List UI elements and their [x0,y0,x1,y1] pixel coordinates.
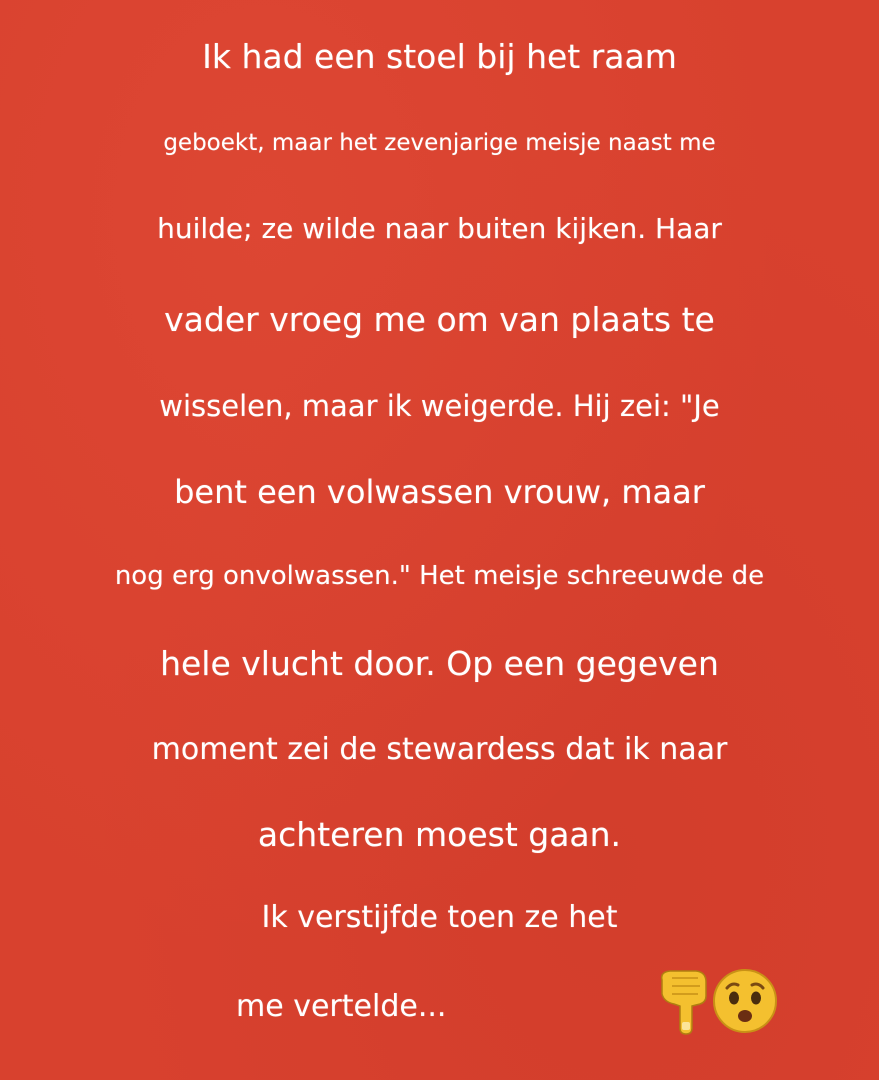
backhand-index-pointing-down-icon [652,966,712,1036]
hushed-face-icon [710,966,780,1036]
story-line-7: nog erg onvolwassen." Het meisje schreeuwde de [114,561,765,591]
story-line-12: me vertelde... [236,989,447,1024]
story-line-5: wisselen, maar ik weigerde. Hij zei: "Je [159,389,720,423]
story-line-6: bent een volwassen vrouw, maar [174,473,705,511]
story-line-11: Ik verstijfde toen ze het [261,900,618,935]
story-line-3: huilde; ze wilde naar buiten kijken. Haar [157,212,722,245]
story-line-2: geboekt, maar het zevenjarige meisje naast me [163,130,716,156]
story-line-10: achteren moest gaan. [257,815,622,854]
story-line-4: vader vroeg me om van plaats te [164,300,715,339]
story-line-1: Ik had een stoel bij het raam [202,37,677,76]
story-line-8: hele vlucht door. Op een gegeven [160,644,719,683]
story-line-9: moment zei de stewardess dat ik naar [151,732,728,767]
emoji-group [652,966,782,1040]
